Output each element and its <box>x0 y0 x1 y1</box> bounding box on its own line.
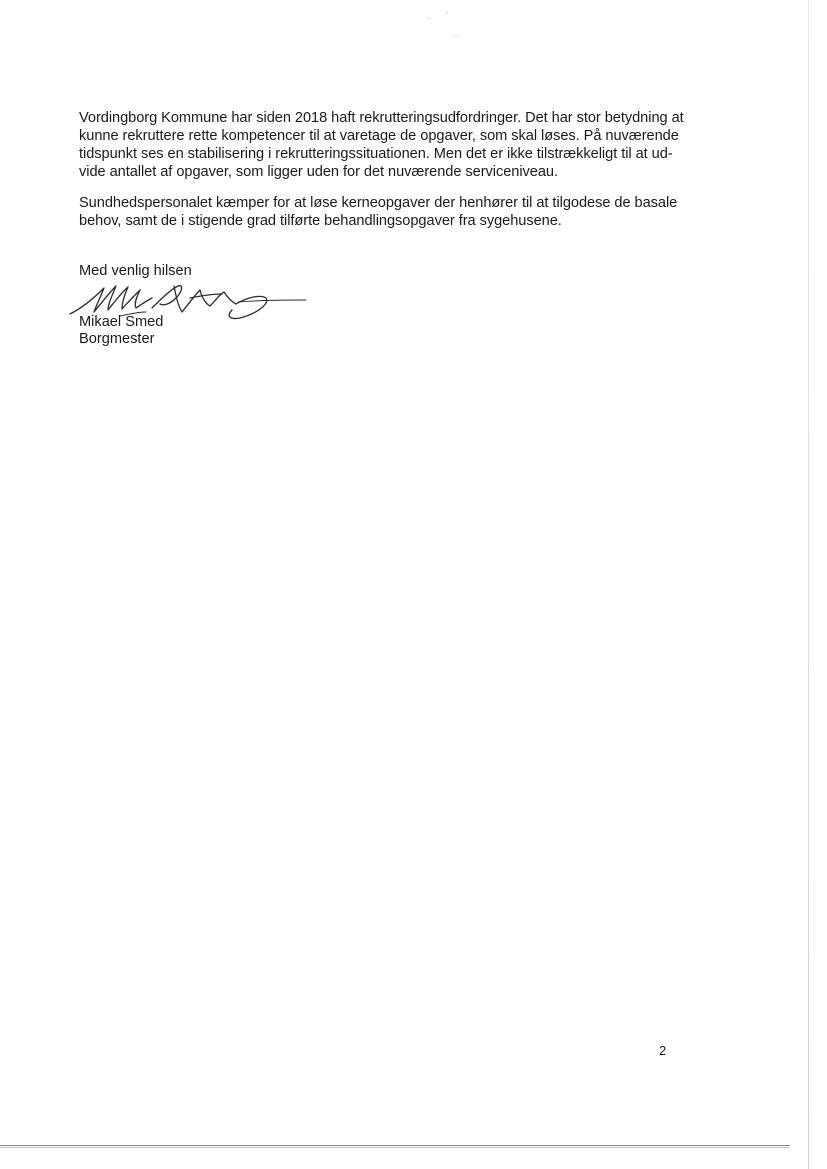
signer-name: Mikael Smed <box>79 314 164 330</box>
scan-speck <box>428 18 430 19</box>
paragraph-line: kunne rekruttere rette kompetencer til at varetage de opgaver, som skal løses. På nuværende <box>79 128 679 144</box>
scan-edge-bottom <box>0 1145 790 1146</box>
paragraph-line: vide antallet af opgaver, som ligger uden for det nuværende serviceniveau. <box>79 164 558 180</box>
page-number: 2 <box>659 1043 667 1058</box>
closing-greeting: Med venlig hilsen <box>79 263 192 279</box>
scan-edge-bottom-shadow <box>0 1147 790 1148</box>
signer-title: Borgmester <box>79 331 155 347</box>
paragraph-line: tidspunkt ses en stabilisering i rekrutteringssituationen. Men det er ikke tilstrækkeligt til at ud- <box>79 146 673 162</box>
paragraph-line: Sundhedspersonalet kæmper for at løse kerneopgaver der henhører til at tilgodese de basale <box>79 195 678 211</box>
scan-edge-right <box>808 0 809 1169</box>
paragraph-recruitment <box>79 109 699 181</box>
paragraph-line: Vordingborg Kommune har siden 2018 haft rekrutteringsudfordringer. Det har stor betydning at <box>79 110 684 126</box>
paragraph-health-staff <box>79 194 699 230</box>
scan-speck <box>446 12 448 13</box>
paragraph-line: behov, samt de i stigende grad tilførte behandlingsopgaver fra sygehusene. <box>79 213 562 229</box>
scan-speck <box>455 36 457 37</box>
